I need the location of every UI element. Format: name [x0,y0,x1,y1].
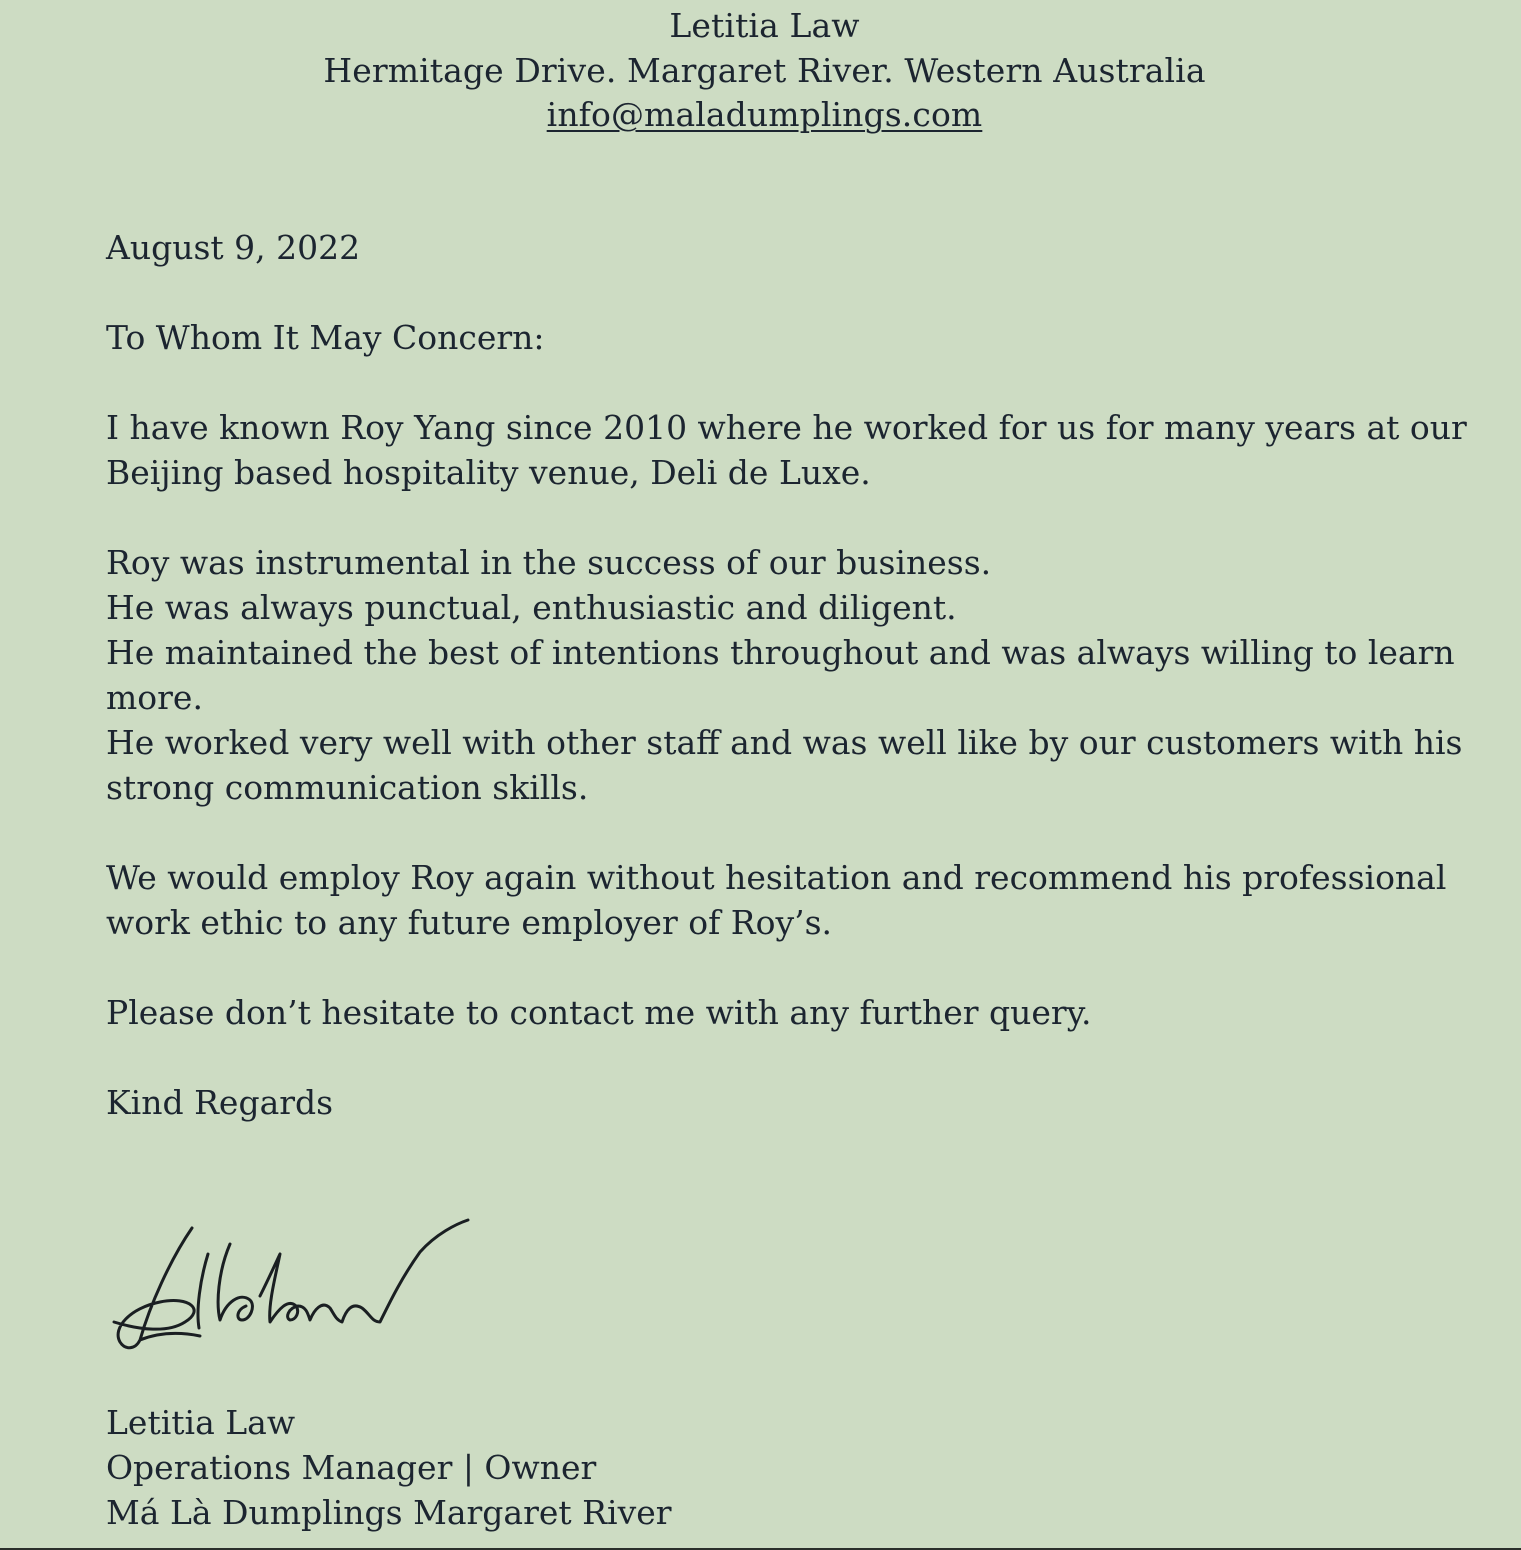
letter-paragraph-2-line-3: He maintained the best of intentions throughout and was always willing to learn more. [106,633,1455,717]
signoff-block [106,1400,672,1535]
letter-date: August 9, 2022 [106,228,361,267]
letter-paragraph-3: We would employ Roy again without hesitation and recommend his professional work ethic to any future employer of Roy’s. [106,858,1447,942]
signature-stroke [114,1220,468,1348]
letter-paragraph-2-line-2: He was always punctual, enthusiastic and diligent. [106,588,957,627]
signoff-name: Letitia Law [106,1403,296,1442]
letter-paragraph-4: Please don’t hesitate to contact me with any further query. [106,993,1092,1032]
letterhead-address: Hermitage Drive. Margaret River. Western Australia [323,50,1206,90]
letter-paragraph-2-line-4: He worked very well with other staff and was well like by our customers with his strong communication skills. [106,723,1463,807]
spacer [106,1035,1506,1080]
spacer [106,360,1506,405]
signature-icon [100,1210,480,1360]
signoff-company: Má Là Dumplings Margaret River [106,1493,672,1532]
letterhead-name: Letitia Law [669,6,860,45]
spacer [106,810,1506,855]
spacer [106,270,1506,315]
signoff-title: Operations Manager | Owner [106,1448,597,1487]
letter-salutation: To Whom It May Concern: [106,318,545,357]
letter-paragraph-2-line-1: Roy was instrumental in the success of our business. [106,543,992,582]
letter-paragraph-1: I have known Roy Yang since 2010 where he worked for us for many years at our Beijing based hospitality venue, Deli de Luxe. [106,408,1467,492]
letter-closing: Kind Regards [106,1083,334,1122]
spacer [106,945,1506,990]
letterhead-email-link[interactable]: info@maladumplings.com [546,95,983,134]
letterhead [0,4,1521,138]
spacer [106,495,1506,540]
letter-body [106,225,1506,1125]
